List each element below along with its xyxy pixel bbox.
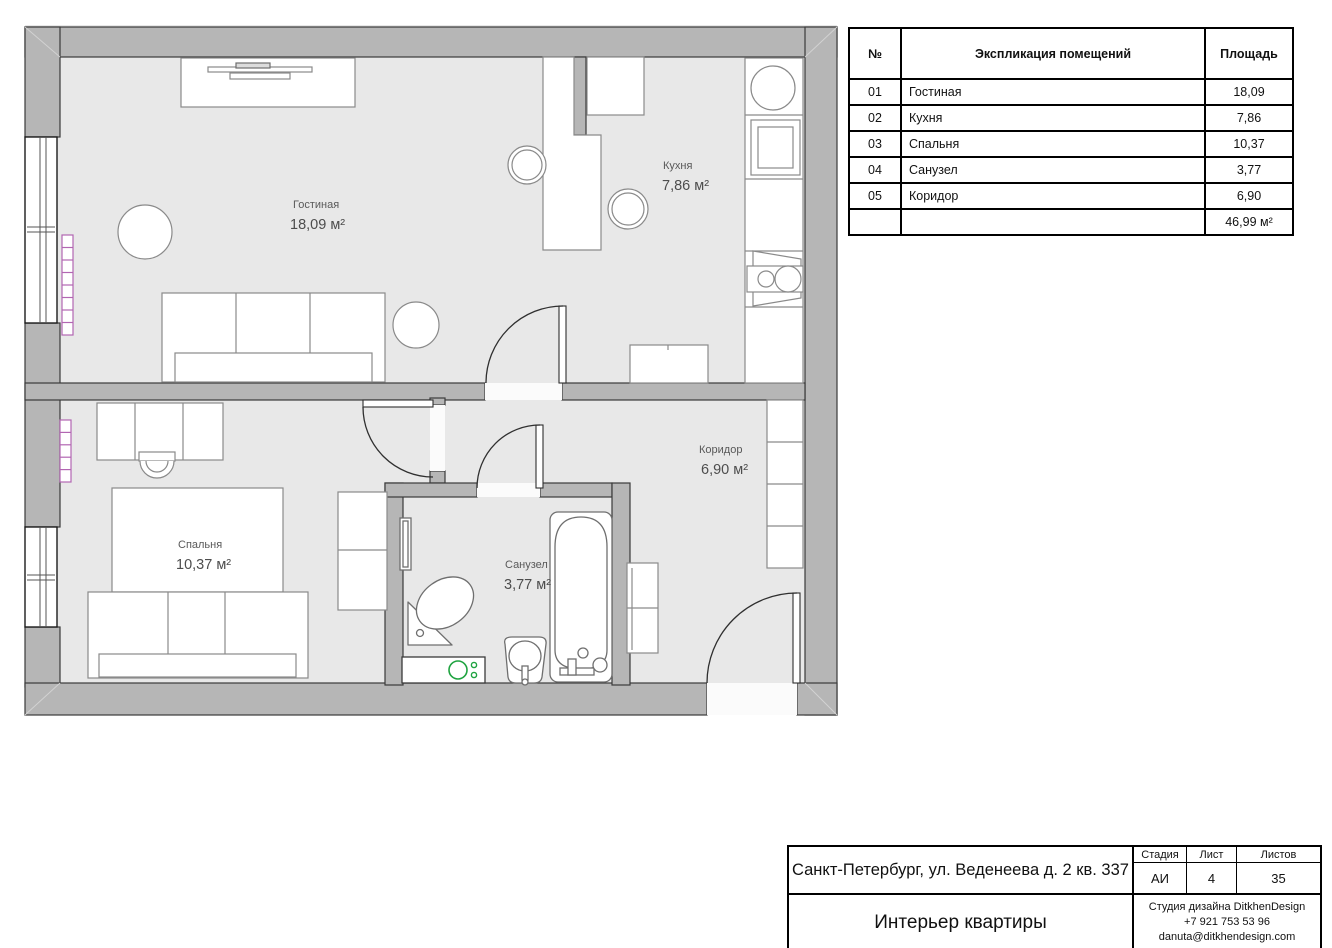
table-row bbox=[850, 78, 1292, 104]
wall-top bbox=[25, 27, 837, 57]
bedroom-area: 10,37 м² bbox=[176, 557, 232, 573]
total-num bbox=[850, 210, 902, 234]
studio-info bbox=[1134, 895, 1320, 948]
stage-value: АИ bbox=[1134, 863, 1187, 893]
bedroom-label: Спальня bbox=[178, 539, 223, 551]
row-area: 10,37 bbox=[1204, 132, 1292, 156]
explication-header-row bbox=[850, 29, 1292, 78]
bar-stool-1 bbox=[508, 146, 546, 184]
row-num: 03 bbox=[850, 132, 902, 156]
sheets-value: 35 bbox=[1271, 870, 1286, 886]
towel-rail-icon bbox=[400, 518, 411, 570]
sofa bbox=[162, 293, 385, 382]
sheets-label: Листов bbox=[1260, 848, 1297, 861]
sheet-label: Лист bbox=[1187, 847, 1237, 862]
wall-bottom-left bbox=[25, 683, 707, 715]
wall-main-horizontal bbox=[25, 383, 485, 400]
bathroom-area: 3,77 м² bbox=[504, 577, 552, 593]
corridor-label: Коридор bbox=[699, 444, 743, 456]
studio-phone: +7 921 753 53 96 bbox=[1184, 916, 1270, 928]
project-address: Санкт-Петербург, ул. Веденеева д. 2 кв. 337 bbox=[789, 847, 1132, 895]
armchair-round bbox=[118, 205, 172, 259]
row-area: 3,77 bbox=[1204, 158, 1292, 182]
wall-left-lower bbox=[25, 627, 60, 687]
wall-right bbox=[805, 27, 837, 715]
studio-email: danuta@ditkhendesign.com bbox=[1158, 931, 1296, 943]
table-row bbox=[850, 156, 1292, 182]
wall-bottom-right bbox=[797, 683, 837, 715]
row-name: Кухня bbox=[909, 111, 943, 125]
row-name: Спальня bbox=[909, 137, 960, 151]
stage-sheet-grid bbox=[1134, 847, 1320, 895]
living-radiator-icon bbox=[62, 235, 73, 335]
wall-bathroom-top-left bbox=[385, 483, 477, 497]
kitchen-area: 7,86 м² bbox=[662, 178, 710, 194]
kitchen-label: Кухня bbox=[663, 160, 693, 172]
row-num: 01 bbox=[850, 80, 902, 104]
bathroom-sink-icon bbox=[505, 637, 546, 685]
kitchen-cabinet bbox=[587, 57, 644, 115]
project-title: Интерьер квартиры bbox=[874, 911, 1047, 933]
kitchen-washbasin-icon bbox=[747, 251, 803, 306]
title-block-left bbox=[789, 847, 1134, 948]
row-num: 04 bbox=[850, 158, 902, 182]
table-row bbox=[850, 130, 1292, 156]
header-num: № bbox=[850, 29, 902, 78]
wall-kitchen-corridor bbox=[562, 383, 805, 400]
wall-bathroom-left bbox=[385, 483, 403, 685]
bedroom-window bbox=[25, 527, 57, 627]
wall-left-upper bbox=[25, 27, 60, 137]
living-room-label: Гостиная bbox=[293, 199, 340, 211]
title-block-right bbox=[1134, 847, 1320, 948]
sheet-value: 4 bbox=[1187, 863, 1237, 893]
table-row bbox=[850, 182, 1292, 208]
floor-plan bbox=[0, 0, 850, 730]
living-room-area: 18,09 м² bbox=[290, 217, 346, 233]
header-area: Площадь bbox=[1204, 29, 1292, 78]
washing-machine-icon bbox=[402, 657, 485, 683]
row-area: 6,90 bbox=[1204, 184, 1292, 208]
title-block bbox=[787, 845, 1322, 948]
row-num: 05 bbox=[850, 184, 902, 208]
bathroom-label: Санузел bbox=[505, 559, 548, 571]
stove-icon bbox=[751, 120, 800, 175]
header-name: Экспликация помещений bbox=[974, 46, 1132, 61]
living-window bbox=[25, 137, 57, 323]
stage-label: Стадия bbox=[1134, 847, 1187, 862]
side-table-round bbox=[393, 302, 439, 348]
explication-table bbox=[848, 27, 1294, 236]
corridor-area: 6,90 м² bbox=[701, 462, 749, 478]
kitchen-lower-cabinet bbox=[630, 345, 708, 383]
bed bbox=[88, 488, 308, 678]
row-name: Коридор bbox=[909, 189, 959, 203]
row-name: Гостиная bbox=[909, 85, 962, 99]
table-row bbox=[850, 104, 1292, 130]
studio-name: Студия дизайна DitkhenDesign bbox=[1148, 901, 1306, 913]
wall-bathroom-top-right bbox=[540, 483, 612, 497]
hall-shelf bbox=[627, 563, 658, 653]
wall-left-middle bbox=[25, 323, 60, 527]
bedroom-radiator-icon bbox=[60, 420, 71, 482]
wardrobe bbox=[338, 492, 387, 610]
row-num: 02 bbox=[850, 106, 902, 130]
table-total-row bbox=[850, 208, 1292, 234]
row-area: 7,86 bbox=[1204, 106, 1292, 130]
total-area: 46,99 м² bbox=[1204, 210, 1292, 234]
bar-stool-2 bbox=[608, 189, 648, 229]
row-name: Санузел bbox=[909, 163, 958, 177]
hall-closet bbox=[767, 400, 803, 568]
row-area: 18,09 bbox=[1204, 80, 1292, 104]
bathtub-icon bbox=[550, 512, 612, 682]
total-name bbox=[902, 210, 1204, 234]
kitchen-sink-icon bbox=[751, 66, 795, 110]
